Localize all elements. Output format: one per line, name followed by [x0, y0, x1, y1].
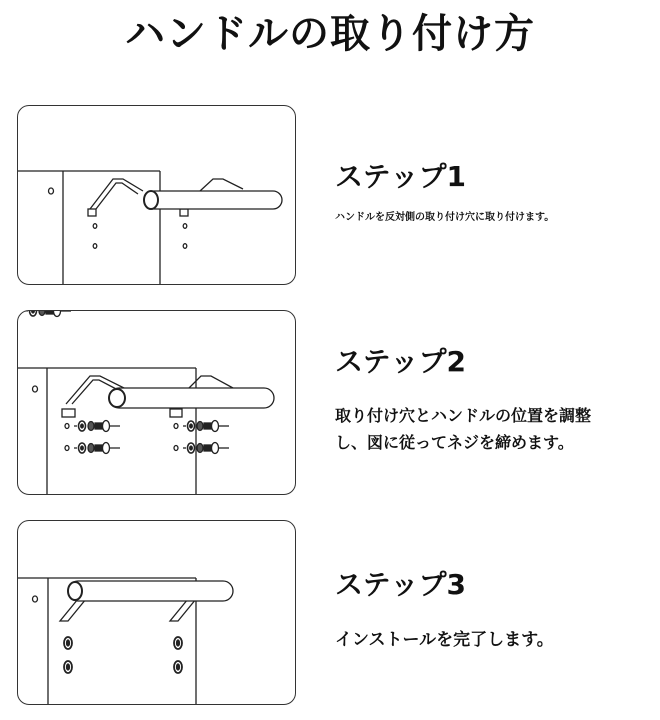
step-3-heading: ステップ3	[335, 568, 466, 601]
page-title: ハンドルの取り付け方	[125, 11, 535, 57]
step-1-illustration	[17, 105, 296, 285]
step-1-heading: ステップ1	[335, 160, 466, 193]
step-2-illustration	[17, 310, 296, 495]
step-2-description: 取り付け穴とハンドルの位置を調整 し、図に従ってネジを締めます。	[335, 406, 592, 452]
screw-set	[18, 311, 229, 454]
step-2-heading: ステップ2	[335, 345, 466, 378]
step-3-description: インストールを完了します。	[335, 630, 554, 650]
step-1-description: ハンドルを反対側の取り付け穴に取り付けます。	[335, 212, 555, 223]
step-3-illustration	[17, 520, 296, 705]
